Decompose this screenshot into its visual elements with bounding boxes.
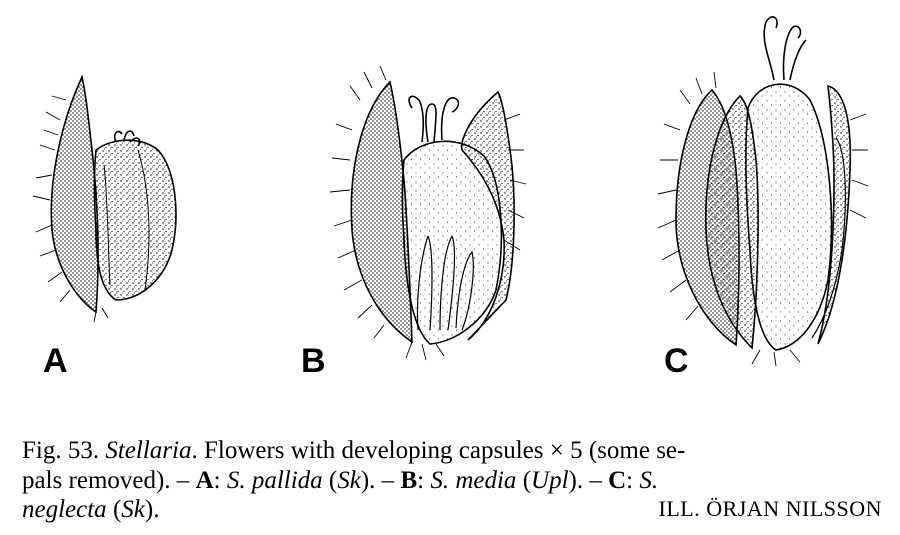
panel-label-b: B xyxy=(301,342,326,380)
caption-fig-number: Fig. 53. xyxy=(22,437,100,464)
caption-species-c-1: S. xyxy=(639,466,659,494)
caption-label-b: B xyxy=(400,466,418,494)
illustrator-credit: ILL. ÖRJAN NILSSON xyxy=(658,496,882,521)
caption-region-b: Upl xyxy=(531,466,569,494)
caption-species-b: S. media xyxy=(430,466,517,494)
caption-text-2: pals removed). – xyxy=(22,466,196,494)
panel-label-a: A xyxy=(43,342,68,380)
flower-c-drawing xyxy=(658,17,868,366)
flower-a-drawing xyxy=(33,77,176,322)
caption-species-a: S. pallida xyxy=(226,466,323,494)
caption-genus: Stellaria xyxy=(105,437,192,464)
flower-b-drawing xyxy=(330,66,526,360)
figure-caption: Fig. 53. Stellaria. Flowers with developing capsules × 5 (some se- pals removed). – A: S. pallida (Sk). – B: S. media (Upl). – C: S. neglecta (Sk). xyxy=(22,437,686,523)
caption-region-a: Sk xyxy=(337,466,361,494)
caption-text-1: . Flowers with developing capsules × 5 (some se- xyxy=(191,437,686,464)
panel-label-c: C xyxy=(664,342,689,380)
caption-region-c: Sk xyxy=(121,496,145,523)
caption-species-c-2: neglecta xyxy=(22,496,107,523)
caption-label-a: A xyxy=(195,466,214,494)
caption-label-c: C xyxy=(608,466,627,494)
